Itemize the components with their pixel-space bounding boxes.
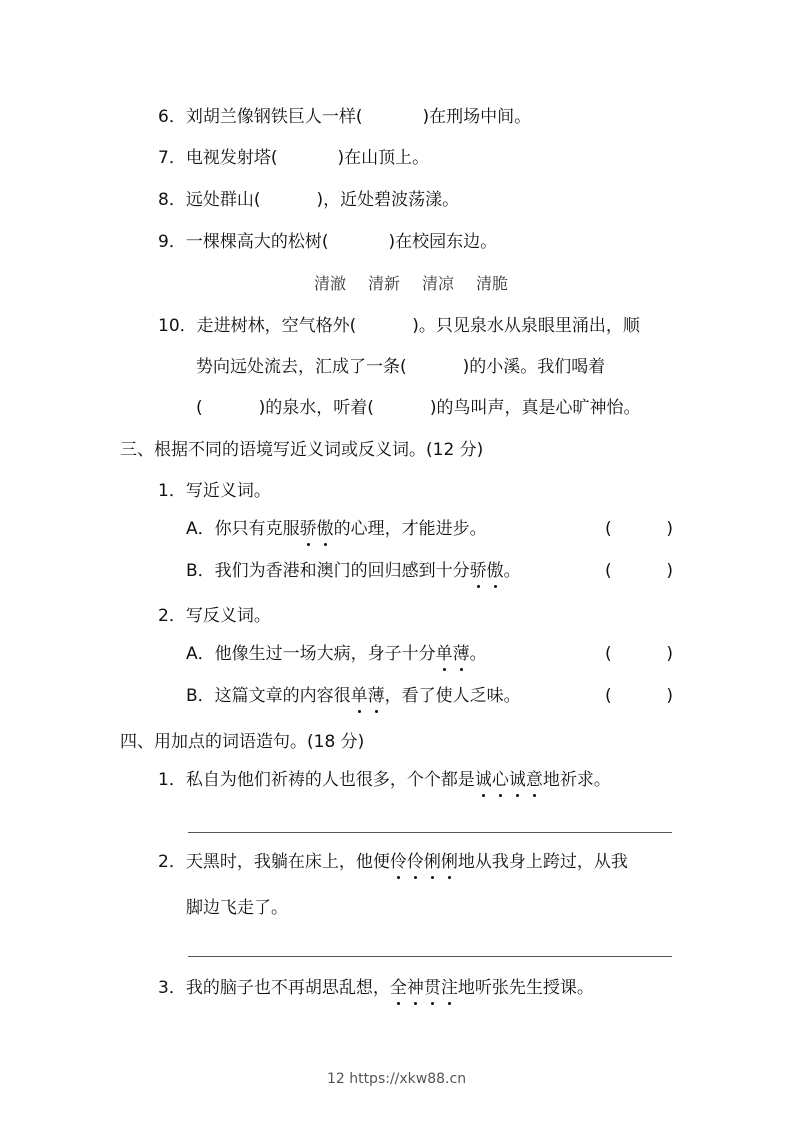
section-3-q2-label: 2．写反义词。 [158, 606, 271, 626]
paren-open: ( [605, 686, 612, 706]
section-4-s2 [158, 851, 628, 873]
section-3-q1-label: 1．写近义词。 [158, 481, 271, 501]
dotted-char: 骄 [469, 561, 487, 581]
item-8-text-before: 8．远处群山( [158, 190, 261, 210]
word-option: 清澈 [314, 274, 347, 293]
sentence-text: B．我们为香港和澳门的回归感到十分 [186, 561, 470, 581]
item-7-text-after: )在山顶上。 [337, 148, 430, 168]
section-3-title: 三、根据不同的语境写近义词或反义词。(12 分) [120, 440, 484, 460]
dotted-char: 薄 [367, 686, 385, 706]
sentence-text: 的心理，才能进步。 [333, 519, 487, 539]
answer-line-4-1[interactable] [188, 832, 672, 833]
paren-open: ( [605, 644, 612, 664]
sentence-text: 3．我的脑子也不再胡思乱想， [158, 978, 390, 998]
section-3-q1-a [186, 518, 487, 540]
item-10-line-1 [158, 315, 640, 337]
dotted-char: 诚 [474, 770, 492, 790]
item-10-text: )的鸟叫声，真是心旷神怡。 [429, 398, 641, 418]
dotted-char: 意 [525, 770, 543, 790]
dotted-char: 薄 [452, 644, 470, 664]
sentence-text: A．你只有克服 [186, 519, 300, 539]
section-4-s2-cont: 脚边飞走了。 [186, 898, 288, 918]
paren-close: ) [666, 519, 673, 539]
word-option: 清新 [368, 274, 401, 293]
item-7 [158, 147, 429, 169]
sentence-text: 1．私自为他们祈祷的人也很多，个个都是 [158, 770, 475, 790]
section-4-s1 [158, 769, 611, 791]
sentence-text: 。 [503, 561, 521, 581]
paren-close: ) [666, 561, 673, 581]
dotted-char: 骄 [299, 519, 317, 539]
item-10-text: 10．走进树林，空气格外( [158, 316, 357, 336]
dotted-char: 傲 [316, 519, 334, 539]
sentence-text: ，看了使人乏味。 [384, 686, 521, 706]
word-options [314, 273, 530, 295]
item-10-line-2 [196, 356, 605, 378]
item-10-text: ( [196, 398, 203, 418]
sentence-text: 2．天黑时，我躺在床上，他便 [158, 852, 390, 872]
sentence-text: A．他像生过一场大病，身子十分 [186, 644, 436, 664]
item-10-text: 势向远处流去，汇成了一条( [196, 357, 407, 377]
dotted-char: 傲 [486, 561, 504, 581]
sentence-text: 地从我身上跨过，从我 [457, 852, 628, 872]
page-footer: 12 https://xkw88.cn [326, 1071, 467, 1087]
section-4-s3 [158, 977, 594, 999]
section-3-q2-b [186, 685, 521, 707]
dotted-char: 伶 [389, 852, 407, 872]
paren-close: ) [666, 686, 673, 706]
item-8-text-after: )，近处碧波荡漾。 [316, 190, 460, 210]
paren-open: ( [605, 519, 612, 539]
word-option: 清凉 [422, 274, 455, 293]
item-6-text-before: 6．刘胡兰像钢铁巨人一样( [158, 107, 363, 127]
item-10-line-3 [196, 397, 641, 419]
answer-line-4-2[interactable] [188, 956, 672, 957]
item-7-text-before: 7．电视发射塔( [158, 148, 278, 168]
word-option: 清脆 [476, 274, 509, 293]
dotted-char: 全 [389, 978, 407, 998]
sentence-text: 。 [469, 644, 487, 664]
dotted-char: 伶 [406, 852, 424, 872]
dotted-char: 俐 [440, 852, 458, 872]
dotted-char: 心 [491, 770, 509, 790]
dotted-char: 神 [406, 978, 424, 998]
section-4-title: 四、用加点的词语造句。(18 分) [120, 732, 365, 752]
item-6-text-after: )在刑场中间。 [422, 107, 532, 127]
section-3-q2-a [186, 643, 487, 665]
item-10-text: )的小溪。我们喝着 [462, 357, 606, 377]
dotted-char: 单 [350, 686, 368, 706]
sentence-text: B．这篇文章的内容很 [186, 686, 351, 706]
dotted-char: 诚 [508, 770, 526, 790]
sentence-text: 地听张先生授课。 [457, 978, 594, 998]
dotted-char: 注 [440, 978, 458, 998]
item-9-text-after: )在校园东边。 [388, 232, 498, 252]
item-9 [158, 231, 497, 253]
item-10-text: )。只见泉水从泉眼里涌出，顺 [412, 316, 640, 336]
item-8 [158, 189, 459, 211]
item-9-text-before: 9．一棵棵高大的松树( [158, 232, 329, 252]
sentence-text: 地祈求。 [542, 770, 611, 790]
item-6 [158, 106, 531, 128]
paren-close: ) [666, 644, 673, 664]
dotted-char: 贯 [423, 978, 441, 998]
section-3-q1-b [186, 560, 521, 582]
item-10-text: )的泉水，听着( [258, 398, 374, 418]
dotted-char: 俐 [423, 852, 441, 872]
paren-open: ( [605, 561, 612, 581]
dotted-char: 单 [435, 644, 453, 664]
